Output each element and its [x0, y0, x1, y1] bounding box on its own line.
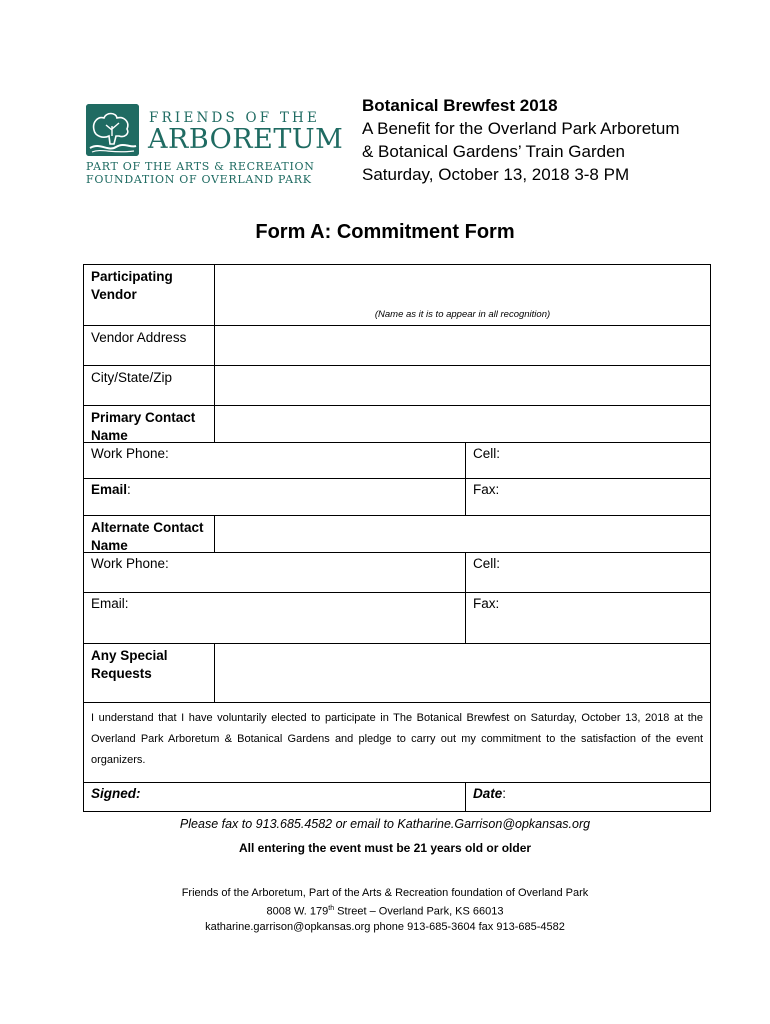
logo-text-arboretum: ARBORETUM: [148, 124, 344, 155]
primary-contact-row: [84, 406, 710, 443]
footer-address-sup: th: [328, 905, 335, 912]
cell-label-2: Cell:: [473, 556, 501, 571]
primary-email-row: [84, 479, 710, 516]
event-title: Botanical Brewfest 2018: [362, 96, 558, 115]
vendor-label: [84, 265, 215, 325]
logo-text-part-of: PART OF THE ARTS & RECREATION: [86, 160, 315, 173]
alternate-contact-row: [84, 516, 710, 553]
signed-label: Signed:: [91, 786, 141, 801]
vendor-label-line1: Participating: [91, 269, 173, 284]
event-date-line: Saturday, October 13, 2018 3-8 PM: [362, 165, 630, 184]
email-label-colon: :: [127, 482, 131, 497]
signature-field[interactable]: [84, 783, 466, 811]
alternate-contact-label-line2: Name: [91, 538, 128, 553]
vendor-address-field[interactable]: [215, 326, 710, 365]
vendor-row: [84, 265, 710, 326]
footer-address-end: Street – Overland Park, KS 66013: [334, 905, 504, 918]
event-header: [362, 94, 680, 186]
primary-work-phone-field[interactable]: [84, 443, 466, 478]
primary-contact-label: [84, 406, 215, 442]
special-requests-label-line1: Any Special: [91, 648, 168, 663]
email-label: Email: [91, 482, 128, 497]
date-field[interactable]: [466, 783, 710, 811]
primary-cell-field[interactable]: [466, 443, 710, 478]
event-benefit-line: A Benefit for the Overland Park Arboretum: [362, 119, 680, 138]
city-state-zip-field[interactable]: [215, 366, 710, 405]
work-phone-label-2: Work Phone:: [91, 556, 169, 571]
city-state-zip-row: [84, 366, 710, 406]
alternate-phone-row: [84, 553, 710, 593]
footer-org-line: Friends of the Arboretum, Part of the Arts & Recreation foundation of Overland Park: [181, 887, 589, 899]
special-requests-row: [84, 644, 710, 703]
footer-contact-line: katharine.garrison@opkansas.org phone 913-685-3604 fax 913-685-4582: [205, 920, 565, 933]
vendor-name-note: (Name as it is to appear in all recognition): [374, 309, 551, 320]
alternate-contact-field[interactable]: [215, 516, 710, 552]
alternate-work-phone-field[interactable]: [84, 553, 466, 592]
primary-fax-field[interactable]: [466, 479, 710, 515]
primary-contact-label-line1: Primary Contact: [91, 410, 196, 425]
special-requests-field[interactable]: [215, 644, 710, 702]
fax-label-2: Fax:: [473, 596, 500, 611]
alternate-fax-field[interactable]: [466, 593, 710, 643]
alternate-contact-label-line1: Alternate Contact: [91, 520, 204, 535]
primary-email-field[interactable]: [84, 479, 466, 515]
vendor-name-field[interactable]: [215, 265, 710, 325]
primary-contact-field[interactable]: [215, 406, 710, 442]
vendor-address-label: Vendor Address: [84, 326, 215, 365]
commitment-statement: I understand that I have voluntarily elected to participate in The Botanical Brewfest on Saturday, October 13, 2018 at the Overland Park Arboretum & Botanical Gardens and pledge to carry out my commitment to the satisfaction of the event organizers.: [91, 712, 703, 766]
alternate-cell-field[interactable]: [466, 553, 710, 592]
primary-phone-row: [84, 443, 710, 479]
alternate-contact-label: [84, 516, 215, 552]
logo-text-friends: FRIENDS OF THE: [149, 110, 321, 126]
footer: [0, 886, 770, 935]
footer-address-line: [0, 901, 770, 920]
work-phone-label: Work Phone:: [91, 446, 169, 461]
logo-text-foundation: FOUNDATION OF OVERLAND PARK: [86, 173, 312, 186]
form-title: Form A: Commitment Form: [255, 221, 515, 243]
alternate-email-field[interactable]: [84, 593, 466, 643]
vendor-label-line2: Vendor: [91, 287, 137, 302]
age-requirement: All entering the event must be 21 years old or older: [238, 841, 532, 855]
date-label: Date: [473, 786, 503, 801]
alternate-email-row: [84, 593, 710, 644]
event-garden-line: & Botanical Gardens’ Train Garden: [362, 142, 626, 161]
vendor-address-row: [84, 326, 710, 366]
signature-row: [84, 783, 710, 811]
fax-label: Fax:: [473, 482, 500, 497]
special-requests-label-line2: Requests: [91, 666, 152, 681]
special-requests-label: [84, 644, 215, 702]
city-state-zip-label: City/State/Zip: [84, 366, 215, 405]
tree-logo-icon: [86, 104, 139, 156]
primary-contact-label-line2: Name: [91, 428, 128, 443]
commitment-form-table: [83, 264, 711, 812]
fax-instructions: Please fax to 913.685.4582 or email to Katharine.Garrison@opkansas.org: [179, 817, 591, 831]
cell-label: Cell:: [473, 446, 501, 461]
statement-row: [84, 703, 710, 783]
arboretum-logo: [86, 104, 344, 186]
footer-address-start: 8008 W. 179: [266, 905, 329, 918]
email-label-2: Email:: [91, 596, 129, 611]
date-label-colon: :: [502, 786, 507, 801]
